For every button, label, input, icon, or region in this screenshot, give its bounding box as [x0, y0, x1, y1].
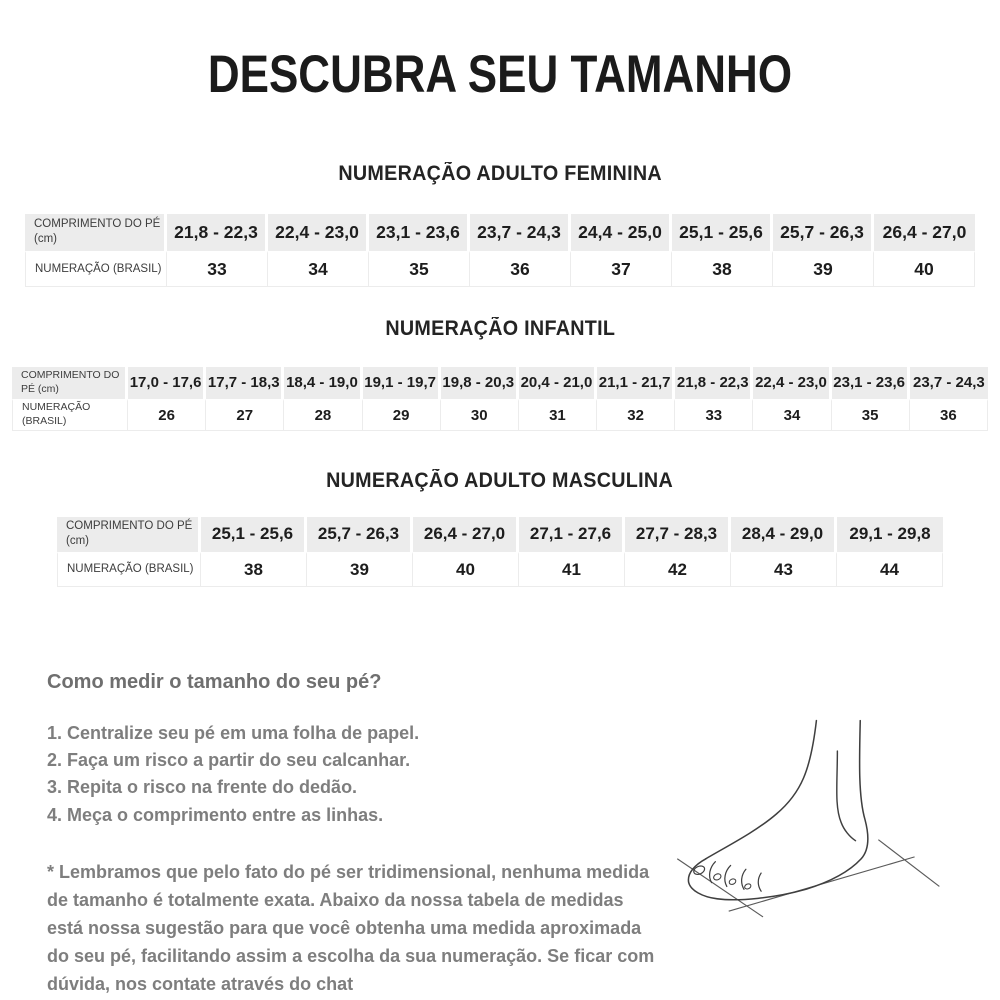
size-number-cell: 40 [413, 552, 519, 587]
foot-length-range-cell: 26,4 - 27,0 [413, 517, 519, 552]
foot-length-range-cell: 26,4 - 27,0 [874, 214, 975, 251]
how-to-step-2: 2. Faça um risco a partir do seu calcanhar. [47, 749, 411, 770]
how-to-step-3: 3. Repita o risco na frente do dedão. [47, 777, 358, 798]
page-title [0, 46, 1000, 104]
foot-length-range-cell: 25,7 - 26,3 [307, 517, 413, 552]
size-number-cell: 38 [672, 251, 773, 287]
row-label-foot-length: COMPRIMENTO DO PÉ (cm) [57, 517, 201, 552]
foot-length-range-cell: 29,1 - 29,8 [837, 517, 943, 552]
size-number-cell: 37 [571, 251, 672, 287]
foot-length-range-cell: 22,4 - 23,0 [753, 367, 831, 399]
size-number-cell: 44 [837, 552, 943, 587]
row-label-size-brasil: NUMERAÇÃO (BRASIL) [12, 399, 128, 431]
size-number-cell: 34 [753, 399, 831, 431]
how-to-step-4: 4. Meça o comprimento entre as linhas. [47, 804, 384, 825]
foot-length-range-cell: 20,4 - 21,0 [519, 367, 597, 399]
size-number-cell: 41 [519, 552, 625, 587]
size-number-cell: 39 [307, 552, 413, 587]
size-number-cell: 38 [201, 552, 307, 587]
size-number-cell: 32 [597, 399, 675, 431]
section-heading-infantil: NUMERAÇÃO INFANTIL [385, 316, 615, 340]
size-number-cell: 31 [519, 399, 597, 431]
size-number-cell: 29 [363, 399, 441, 431]
foot-length-range-cell: 19,1 - 19,7 [363, 367, 441, 399]
row-label-size-brasil: NUMERAÇÃO (BRASIL) [57, 552, 201, 587]
size-table-adulto-feminina [25, 214, 975, 287]
size-number-cell: 34 [268, 251, 369, 287]
foot-length-range-cell: 28,4 - 29,0 [731, 517, 837, 552]
foot-length-range-cell: 21,1 - 21,7 [597, 367, 675, 399]
foot-length-range-cell: 18,4 - 19,0 [284, 367, 362, 399]
size-number-cell: 30 [441, 399, 519, 431]
foot-length-range-cell: 23,7 - 24,3 [470, 214, 571, 251]
foot-length-range-cell: 25,7 - 26,3 [773, 214, 874, 251]
foot-length-range-cell: 23,1 - 23,6 [369, 214, 470, 251]
foot-measure-illustration-icon [662, 709, 967, 999]
measurement-disclaimer: * Lembramos que pelo fato do pé ser tridimensional, nenhuma medida de tamanho é totalmente exata. Abaixo da nossa tabela de medidas está nossa sugestão para que você obtenha uma medida aproximada do seu pé, facilitando assim a escolha da sua numeração. Se ficar com dúvida, nos contate através do chat [47, 861, 655, 994]
size-number-cell: 36 [470, 251, 571, 287]
foot-length-range-cell: 21,8 - 22,3 [675, 367, 753, 399]
size-number-cell: 39 [773, 251, 874, 287]
how-to-heading: Como medir o tamanho do seu pé? [47, 670, 382, 693]
how-to-steps [47, 720, 662, 829]
size-number-cell: 36 [910, 399, 988, 431]
row-label-foot-length: COMPRIMENTO DO PÉ (cm) [12, 367, 128, 399]
foot-length-range-cell: 23,7 - 24,3 [910, 367, 988, 399]
size-number-cell: 35 [369, 251, 470, 287]
foot-length-range-cell: 21,8 - 22,3 [167, 214, 268, 251]
row-label-size-brasil: NUMERAÇÃO (BRASIL) [25, 251, 167, 287]
how-to-measure-text [47, 671, 662, 999]
size-number-cell: 40 [874, 251, 975, 287]
foot-length-range-cell: 17,0 - 17,6 [128, 367, 206, 399]
page-title-text: DESCUBRA SEU TAMANHO [207, 44, 793, 104]
foot-length-range-cell: 27,1 - 27,6 [519, 517, 625, 552]
size-number-cell: 43 [731, 552, 837, 587]
size-number-cell: 33 [675, 399, 753, 431]
size-number-cell: 35 [832, 399, 910, 431]
size-number-cell: 33 [167, 251, 268, 287]
size-number-cell: 42 [625, 552, 731, 587]
foot-length-range-cell: 25,1 - 25,6 [201, 517, 307, 552]
foot-length-range-cell: 17,7 - 18,3 [206, 367, 284, 399]
how-to-measure-section [47, 671, 967, 999]
size-number-cell: 27 [206, 399, 284, 431]
size-number-cell: 26 [128, 399, 206, 431]
foot-length-range-cell: 23,1 - 23,6 [832, 367, 910, 399]
foot-length-range-cell: 24,4 - 25,0 [571, 214, 672, 251]
foot-length-range-cell: 27,7 - 28,3 [625, 517, 731, 552]
section-heading-adulto-feminina: NUMERAÇÃO ADULTO FEMININA [338, 161, 662, 185]
size-table-adulto-masculina [57, 517, 943, 587]
foot-length-range-cell: 25,1 - 25,6 [672, 214, 773, 251]
size-table-infantil [12, 367, 988, 431]
foot-length-range-cell: 19,8 - 20,3 [441, 367, 519, 399]
section-heading-adulto-masculina: NUMERAÇÃO ADULTO MASCULINA [326, 468, 674, 492]
foot-length-range-cell: 22,4 - 23,0 [268, 214, 369, 251]
how-to-step-1: 1. Centralize seu pé em uma folha de papel. [47, 722, 420, 743]
row-label-foot-length: COMPRIMENTO DO PÉ (cm) [25, 214, 167, 251]
size-number-cell: 28 [284, 399, 362, 431]
